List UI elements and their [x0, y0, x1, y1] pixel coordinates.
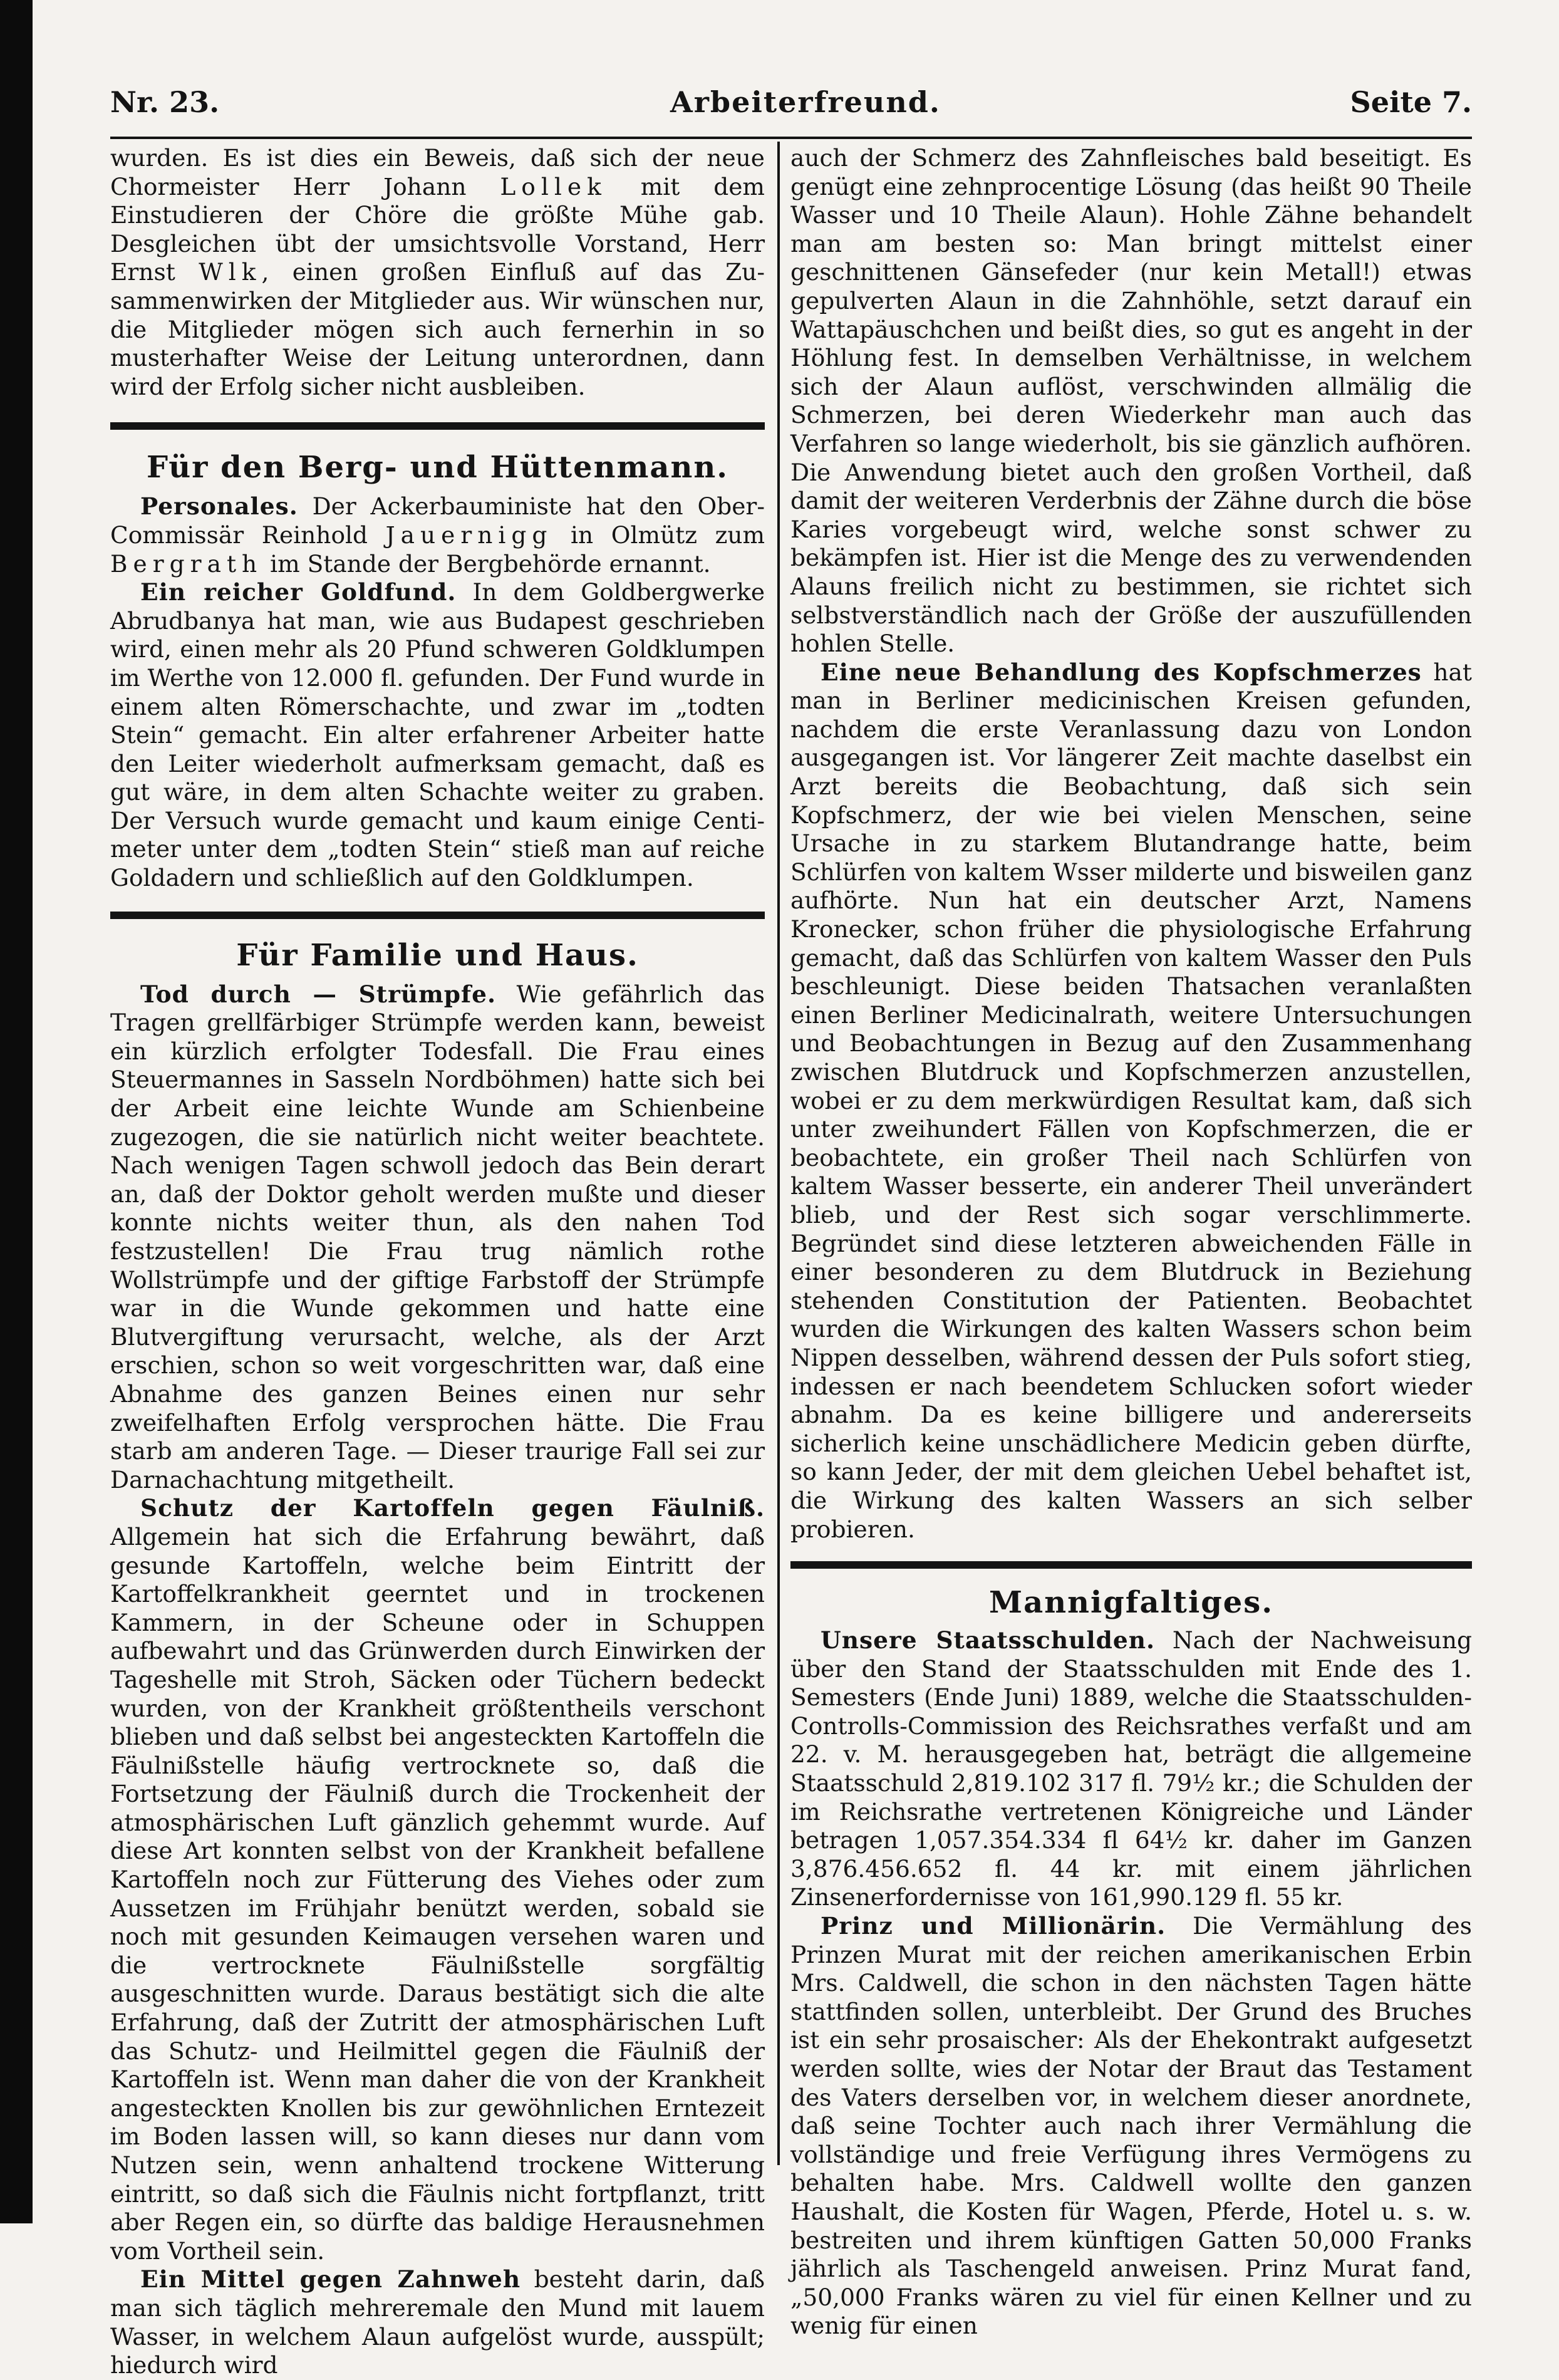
- zahnweh-text: besteht darin, daß man sich täglich mehreremale den Mund mit lauem Wasser, in welchem Alaun aufgelöst wurde, ausspült; hiedurch wird: [110, 2265, 765, 2379]
- left-column: [110, 144, 765, 2380]
- heading-kopfschmerz: Eine neue Behandlung des Kopfschmerzes: [821, 658, 1422, 686]
- personales-text-1: Der Ackerbauministe hat den Ober-Commissär Reinhold: [110, 492, 765, 549]
- scan-border: [0, 0, 33, 2223]
- intro-text-3: , einen großen Einfluß auf das Zusammenwirken der Mitglieder aus. Wir wünschen nur, die Mitglieder mögen sich auch fernerhin in so musterhafter Weise der Leitung unterordnen, dann wird der Erfolg sicher nicht ausbleiben.: [110, 258, 765, 400]
- header-rule: [110, 137, 1472, 139]
- title-bergrath: Bergrath: [110, 549, 263, 578]
- article-kartoffeln: [110, 1494, 765, 2265]
- article-staatsschulden: [790, 1626, 1472, 1912]
- personales-text-3: im Stande der Bergbehörde ernannt.: [270, 549, 711, 578]
- section-title-familie: Für Familie und Haus.: [236, 937, 639, 973]
- heading-personales: Personales.: [140, 492, 298, 521]
- heading-tod: Tod durch — Strümpfe.: [140, 980, 497, 1008]
- article-kopfschmerz: [790, 658, 1472, 1544]
- heading-staatsschulden: Unsere Staatsschulden.: [821, 1626, 1156, 1655]
- masthead-title: Arbeiterfreund.: [670, 85, 941, 119]
- article-prinz-millionaerin: [790, 1912, 1472, 2341]
- tod-text: Wie gefährlich das Tragen grellfärbiger Strümpfe werden kann, beweist ein kürzlich erfolgter Todesfall. Die Frau eines Steuermannes in Sasseln Nordböhmen) hatte sich bei der Arbeit eine leichte Wunde am Schienbeine zugezogen, die sie natürlich nicht weiter beachtete. Nach wenigen Tagen schwoll jedoch das Bein derart an, daß der Doktor geholt werden mußte und dieser konnte nichts weiter thun, als den nahen Tod festzustellen! Die Frau trug nämlich rothe Wollstrümpfe und der giftige Farbstoff der Strümpfe war in die Wunde gekommen und hatte eine Blutvergiftung verursacht, welche, als der Arzt erschien, schon so weit vorgeschritten war, daß eine Abnahme des ganzen Beines einen nur sehr zweifelhaften Erfolg versprochen hätte. Die Frau starb am anderen Tage. — Dieser traurige Fall sei zur Darnachachtung mitgetheilt.: [110, 980, 765, 1494]
- kopfschmerz-text: hat man in Berliner medicinischen Kreisen gefunden, nachdem die erste Veranlassung dazu von London ausgegangen ist. Vor längerer Zeit machte daselbst ein Arzt bereits die Beobachtung, daß sich sein Kopfschmerz, der wie bei vielen Menschen, seine Ursache in zu starkem Blutandrange hatte, beim Schlürfen von kaltem Wsser milderte und bisweilen ganz aufhörte. Nun hat ein deutscher Arzt, Namens Kronecker, schon früher die physiologische Erfahrung gemacht, daß das Schlürfen von kaltem Wasser den Puls beschleunigt. Diese beiden Thatsachen veranlaßten einen Berliner Medicinalrath, weitere Untersuchungen und Beobachtungen in Bezug auf den Zusammenhang zwischen Blutdruck und Kopfschmerzen anzustellen, wobei er zu dem merkwürdigen Resultat kam, daß sich unter zweihundert Fällen von Kopfschmerzen, die er beobachtete, ein großer Theil nach Schlürfen von kaltem Wasser besserte, ein anderer Theil unverändert blieb, und der Rest sich sogar verschlimmerte. Begründet sind diese letzteren abweichenden Fälle in einer besonderen zu dem Blutdruck in Beziehung stehenden Constitution der Patienten. Beobachtet wurden die Wirkungen des kalten Wassers schon beim Nippen desselben, während dessen der Puls sofort stieg, indessen er nach beendetem Schlucken sofort wieder abnahm. Da es keine billigere und andererseits sicherlich keine unschädlichere Medicin geben dürfte, so kann Jeder, der mit dem gleichen Uebel behaftet ist, die Wirkung des kalten Wassers an sich selber probieren.: [790, 658, 1472, 1543]
- intro-text-2: mit dem Einstudieren der Chöre die größte Mühe gab. Desgleichen übt der umsichtsvolle Vorstand, Herr Ernst: [110, 172, 765, 286]
- zahnweh-continued: auch der Schmerz des Zahnfleisches bald beseitigt. Es genügt eine zehnprocentige Lösung (das heißt 90 Theile Wasser und 10 Theile Alaun). Hohle Zähne behandelt man am besten so: Man bringt mittelst einer geschnittenen Gänsefeder (nur kein Metall!) etwas gepulverten Alaun in die Zahnhöhle, setzt darauf ein Wattapäuschchen und beißt dies, so gut es angeht in der Höhlung fest. In demselben Verhältnisse, in welchem sich der Alaun auflöst, verschwinden allmälig die Schmerzen, bei deren Wiederkehr man auch das Verfahren so lange wiederholt, bis sie gänzlich aufhören. Die Anwendung bietet auch den großen Vortheil, daß damit der weiteren Verderbnis der Zähne durch die böse Karies vorgebeugt wird, welche sonst schwer zu bekämpfen ist. Hier ist die Menge des zu verwendenden Alauns freilich nicht zu bestimmen, sie richtet sich selbstverständlich nach der Größe der auszufüllenden hohlen Stelle.: [790, 144, 1472, 658]
- article-zahnweh: [110, 2265, 765, 2379]
- intro-text-1: wurden. Es ist dies ein Beweis, daß sich der neue Chormeister Herr Johann: [110, 144, 765, 200]
- column-divider: [777, 142, 780, 2165]
- section-title-mannigfaltiges: Mannigfaltiges.: [988, 1585, 1274, 1621]
- article-tod-durch-struempfe: [110, 980, 765, 1495]
- page-header: [81, 74, 1472, 124]
- prinz-text: Die Vermählung des Prinzen Murat mit der reichen amerikanischen Erbin Mrs. Caldwell, die schon in den nächsten Tagen hätte stattfinden sollen, unterbleibt. Der Grund des Bruches ist ein sehr prosaischer: Als der Ehekontrakt aufgesetzt werden sollte, wies der Notar der Braut das Testament des Vaters derselben vor, in welchem dieser anordnete, daß seine Tochter auch nach ihrer Vermählung die vollständige und freie Verfügung ihres Vermögens zu behalten habe. Mrs. Caldwell wollte den ganzen Haushalt, die Kosten für Wagen, Pferde, Hotel u. s. w. bestreiten und ihrem künftigen Gatten 50,000 Franks jährlich als Taschengeld anweisen. Prinz Murat fand, „50,000 Franks wären zu viel für einen Kellner und zu wenig für einen: [790, 1912, 1472, 2340]
- article-personales: [110, 492, 765, 578]
- issue-number: Nr. 23.: [110, 85, 220, 119]
- staatsschulden-text: Nach der Nachweisung über den Stand der Staatsschulden mit Ende des 1. Semesters (Ende Juni) 1889, welche die Staatsschulden-Controlls-Commission des Reichsrathes verfaßt und am 22. v. M. herausgegeben hat, beträgt die allgemeine Staatsschuld 2,819.102 317 fl. 79½ kr.; die Schulden der im Reichsrathe vertretenen Königreiche und Länder betragen 1,057.354.334 fl 64½ kr. daher im Ganzen 3,876.456.652 fl. 44 kr. mit einem jährlichen Zinsenerfordernisse von 161,990.129 fl. 55 kr.: [790, 1626, 1473, 1911]
- article-goldfund: [110, 578, 765, 893]
- heading-zahnweh: Ein Mittel gegen Zahnweh: [140, 2265, 521, 2294]
- section-rule: [790, 1561, 1472, 1569]
- name-wlk: Wlk: [199, 258, 262, 286]
- right-column: [790, 144, 1472, 2341]
- section-title-berg: Für den Berg- und Hüttenmann.: [147, 450, 728, 486]
- heading-prinz: Prinz und Millionärin.: [821, 1912, 1166, 1940]
- name-jauernigg: Jauernigg: [385, 521, 553, 549]
- heading-kartoffeln: Schutz der Kartoffeln gegen Fäulniß.: [140, 1494, 765, 1522]
- goldfund-text: In dem Goldbergwerke Abrudbanya hat man, wie aus Budapest geschrieben wird, einen mehr als 20 Pfund schweren Goldklumpen im Werthe von 12.000 fl. gefunden. Der Fund wurde in einem alten Römerschachte, und zwar im „todten Stein“ gemacht. Ein alter erfahrener Arbeiter hatte den Leiter wiederholt aufmerksam gemacht, daß es gut wäre, in dem alten Schachte weiter zu graben. Der Versuch wurde gemacht und kaum einige Centimeter unter dem „todten Stein“ stieß man auf reiche Goldadern und schließlich auf den Goldklumpen.: [110, 578, 765, 892]
- heading-goldfund: Ein reicher Goldfund.: [140, 578, 457, 606]
- intro-paragraph: [110, 144, 765, 401]
- page-number: Seite 7.: [1350, 85, 1472, 119]
- name-lollek: Lollek: [500, 172, 607, 200]
- personales-text-2: in Olmütz zum: [571, 521, 765, 549]
- kartoffeln-text: Allgemein hat sich die Erfahrung bewährt, daß gesunde Kartoffeln, welche beim Eintritt der Kartoffelkrankheit geerntet und in trockenen Kammern, in der Scheune oder in Schuppen aufbewahrt und das Grünwerden durch Einwirken der Tageshelle mit Stroh, Säcken oder Tüchern bedeckt wurden, von der Krankheit größtentheils verschont blieben und daß selbst bei angesteckten Kartoffeln die Fäulnißstelle häufig vertrocknete so, daß die Fortsetzung der Fäulniß durch die Trockenheit der atmosphärischen Luft gänzlich gehemmt wurde. Auf diese Art konnten selbst von der Krankheit befallene Kartoffeln noch zur Fütterung des Viehes oder zum Aussetzen im Frühjahr benützt werden, sobald sie noch mit gesunden Keimaugen versehen waren und die vertrocknete Fäulnißstelle sorgfältig ausgeschnitten wurde. Daraus bestätigt sich die alte Erfahrung, daß der Zutritt der atmosphärischen Luft das Schutz- und Heilmittel gegen die Fäulniß der Kartoffeln ist. Wenn man daher die von der Krankheit angesteckten Knollen bis zur gewöhnlichen Erntezeit im Boden lassen will, so kann dieses nur dann vom Nutzen sein, wenn anhaltend trockene Witterung eintritt, so daß sich die Fäulnis nicht fortpflanzt, tritt aber Regen ein, so dürfte das baldige Herausnehmen vom Vortheil sein.: [110, 1522, 765, 2265]
- section-rule: [110, 422, 765, 430]
- section-rule: [110, 912, 765, 919]
